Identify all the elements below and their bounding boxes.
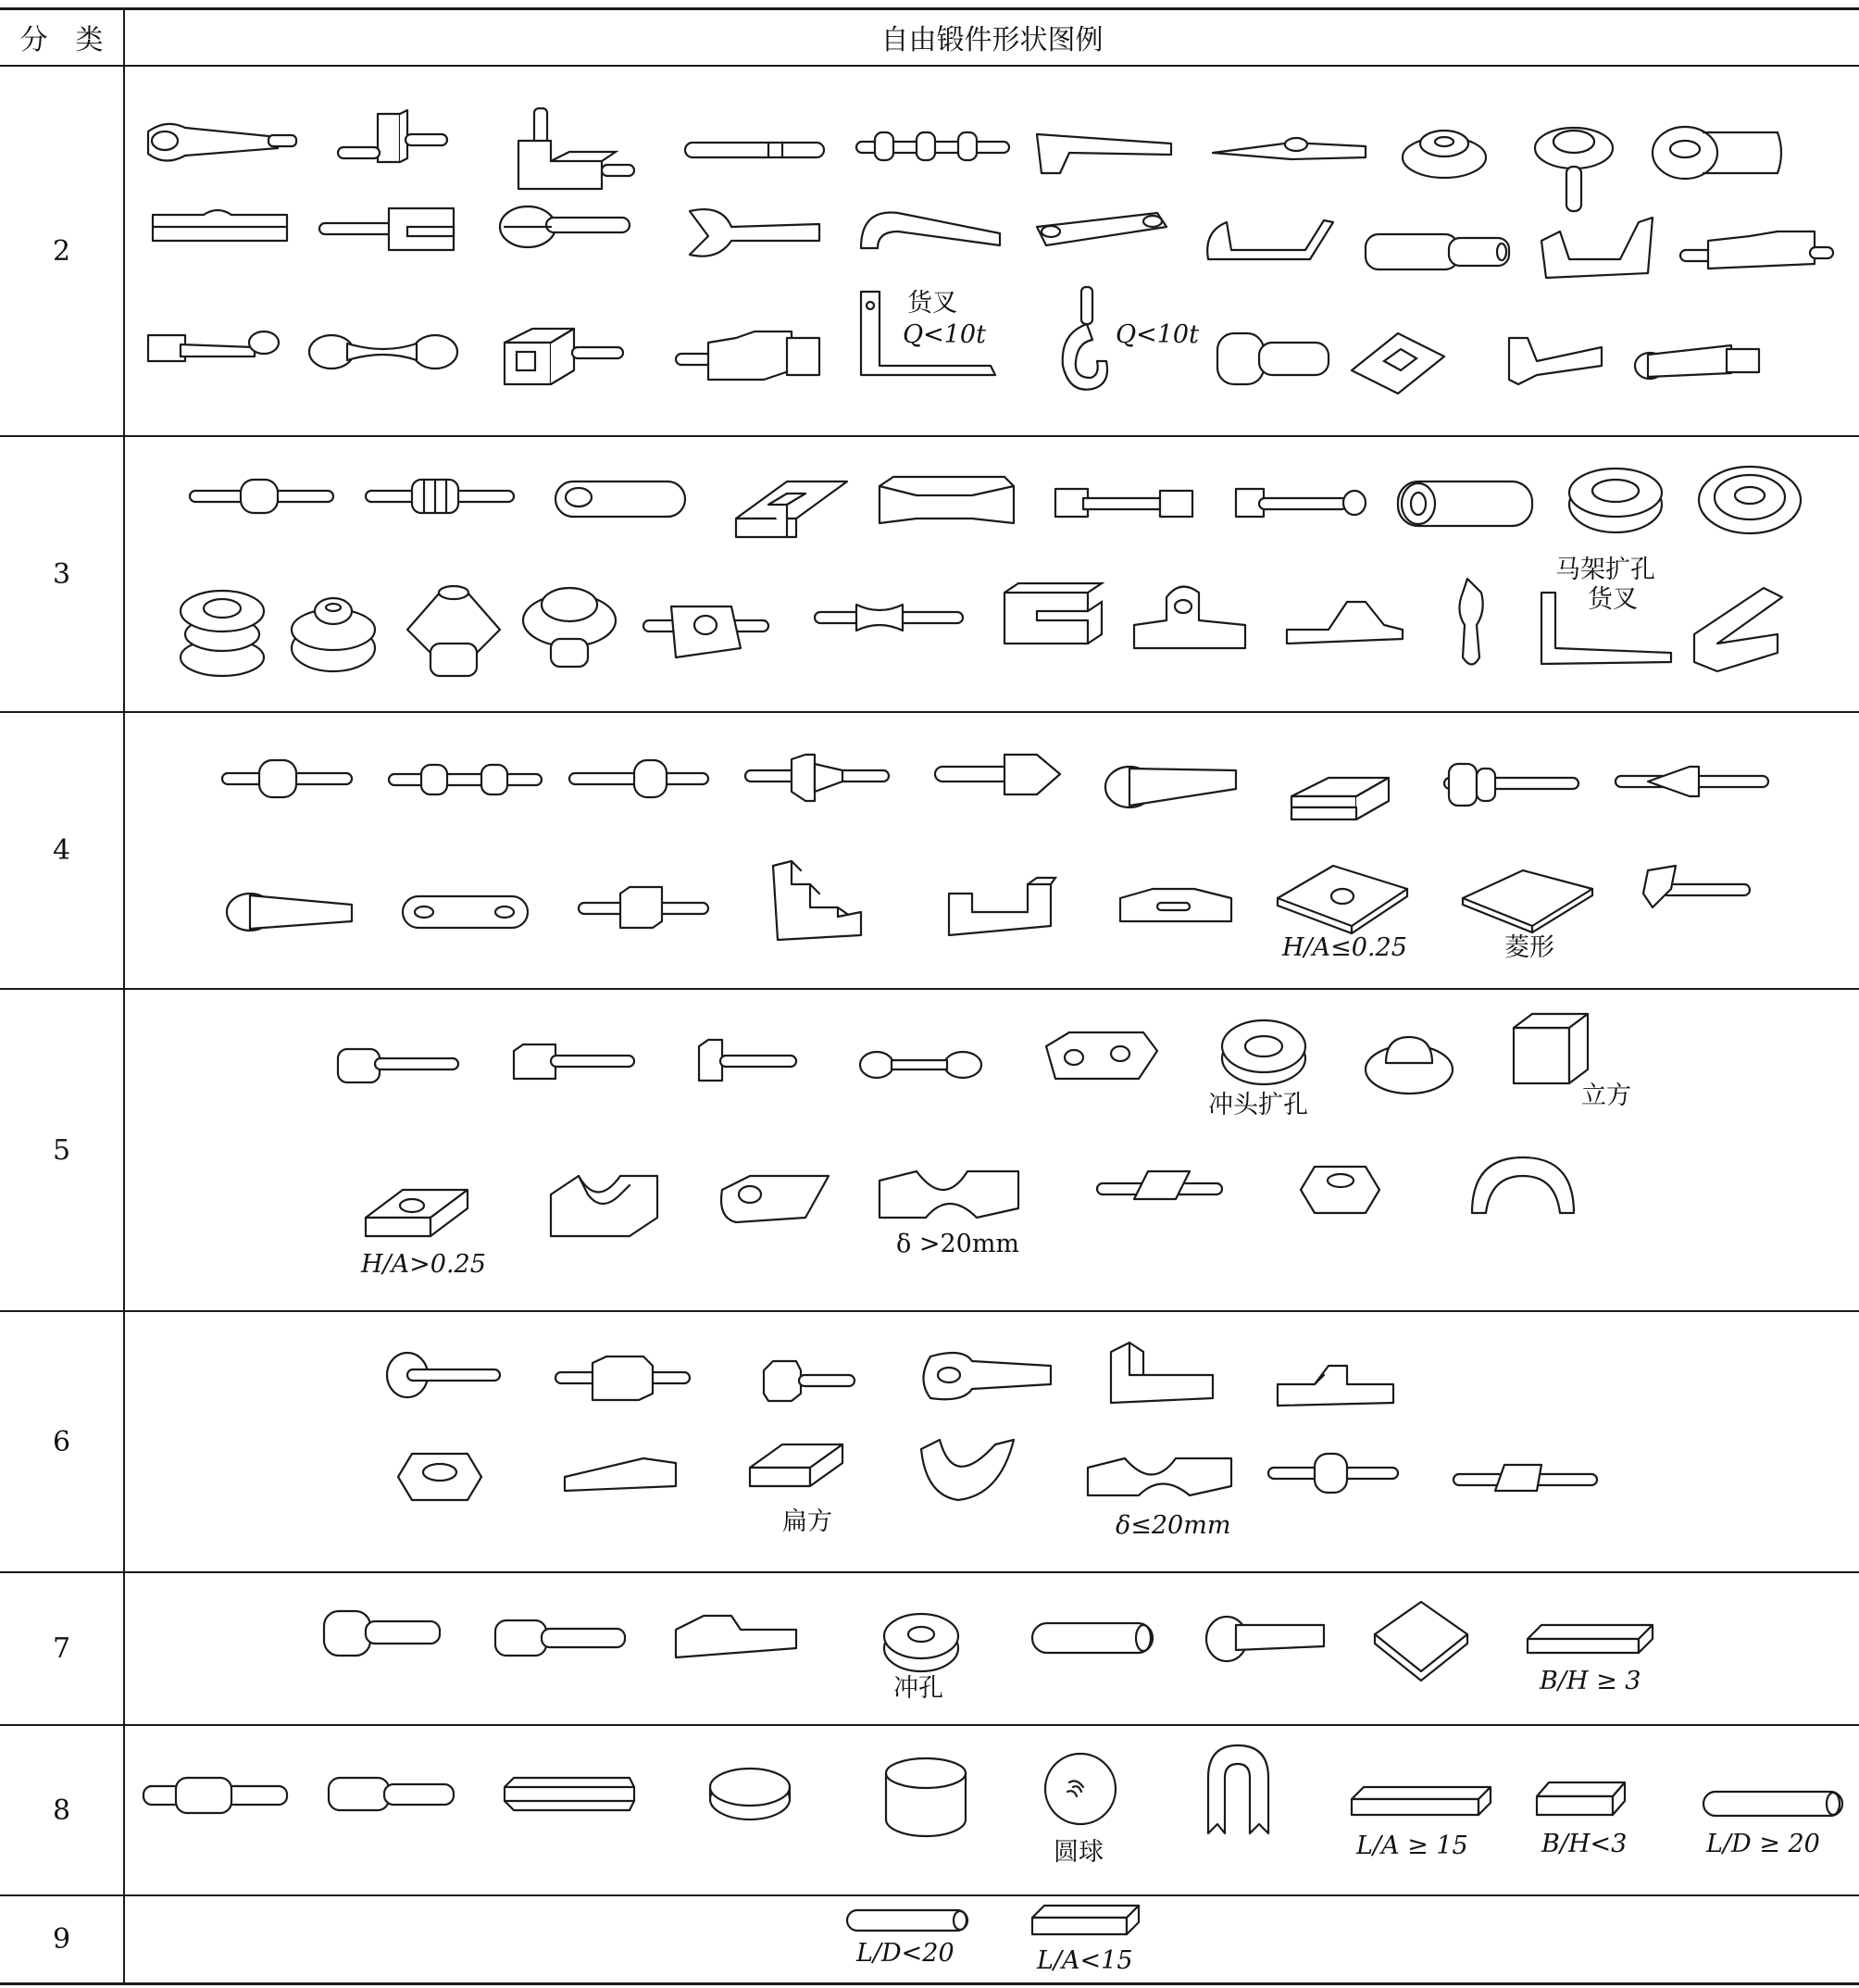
block-shaft-icon (574, 880, 713, 935)
dogbone-link-icon (306, 329, 463, 375)
double-collar-shaft-icon (384, 759, 546, 801)
cross-hub-icon (639, 593, 773, 662)
round-bar-icon (842, 1906, 972, 1938)
flat-square-caption: 扁方 (782, 1507, 832, 1536)
table-bottom-rule (0, 1982, 1859, 1985)
hex-collar-shaft-icon (551, 1352, 694, 1403)
block-end-shaft-icon (509, 1037, 639, 1088)
header-rule (0, 65, 1859, 67)
stepped-shaft-icon (565, 755, 713, 801)
shape-column-header: 自由锻件形状图例 (880, 24, 1104, 56)
hex-bar-icon (500, 1773, 639, 1815)
l-shaft-forging-icon (333, 106, 454, 176)
u-saddle-icon (1083, 1440, 1236, 1505)
thickness-caption: δ >20mm (896, 1230, 1020, 1258)
domed-disc-icon (1361, 1028, 1458, 1097)
u-channel-block-icon (944, 870, 1060, 940)
class-label: 2 (52, 234, 71, 268)
stair-block-icon (768, 856, 870, 944)
square-frame-shaft-icon (500, 319, 630, 389)
shaft-forging-icon (680, 130, 829, 171)
forked-yoke-shaft-icon (671, 324, 829, 389)
waisted-shaft-icon (810, 597, 967, 639)
bracket-forging-icon (514, 104, 639, 196)
block-shaft-icon (1449, 1454, 1602, 1505)
rhombus-plate-icon (1458, 866, 1597, 935)
punched-disc-icon (880, 1607, 963, 1676)
row-rule (0, 711, 1859, 713)
u-bracket-icon (1537, 213, 1657, 282)
arch-bend-icon (1463, 1148, 1583, 1222)
row-rule (0, 988, 1859, 990)
half-ring-saddle-icon (917, 1431, 1018, 1509)
twin-eye-link-icon (398, 889, 532, 935)
tapered-lever-icon (222, 884, 356, 940)
t-head-shaft-icon (694, 1032, 801, 1088)
spool-ring-icon (176, 579, 268, 681)
ball-end-bar-icon (1204, 1611, 1333, 1667)
fork-caption: 货叉 (1588, 585, 1638, 614)
t-block-icon (1273, 1352, 1398, 1412)
spindle-shaft-icon (1611, 761, 1773, 803)
class-label: 7 (52, 1632, 71, 1665)
row-rule (0, 1724, 1859, 1726)
fork-caption: 货叉 (907, 289, 957, 318)
collar-shaft-icon (218, 755, 356, 801)
rhombus-caption: 菱形 (1504, 933, 1554, 962)
ratio-caption: H/A≤0.25 (1282, 933, 1407, 962)
rhombus-block-icon (1370, 1597, 1472, 1685)
block-shaft-icon (1092, 1157, 1227, 1218)
spoon-lever-icon (495, 199, 634, 255)
ring-blank-icon (1217, 1014, 1310, 1088)
hex-head-bolt-icon (759, 1357, 861, 1403)
class-column-header: 分 类 (19, 24, 104, 56)
square-ring-plate-icon (1347, 329, 1449, 398)
crane-hook-icon (1055, 282, 1120, 398)
stepped-shaft-icon (324, 1773, 458, 1815)
multi-collar-shaft-icon (852, 125, 1014, 171)
flanged-boss-icon (518, 579, 620, 671)
end-collar-shaft-icon (384, 1352, 505, 1403)
eye-plate-icon (713, 1167, 833, 1236)
width-ratio-caption: B/H ≥ 3 (1540, 1667, 1641, 1695)
offset-flat-bar-icon (671, 1607, 801, 1667)
thick-ring-icon (1565, 463, 1666, 537)
sphere-icon (1042, 1750, 1120, 1829)
row-rule (0, 1310, 1859, 1312)
punch-expand-caption: 冲头扩孔 (1208, 1091, 1308, 1119)
stepped-cylinder-icon (1213, 329, 1333, 389)
stepped-shaft-icon (139, 1773, 292, 1819)
length-ratio-caption: L/A ≥ 15 (1356, 1832, 1468, 1860)
angled-lever-icon (1500, 329, 1611, 389)
stacked-plate-icon (1287, 759, 1398, 824)
flat-bar-icon (1028, 1901, 1143, 1943)
class-label: 5 (52, 1133, 71, 1167)
mushroom-disc-icon (1528, 116, 1620, 218)
lever-forging-icon (139, 111, 301, 176)
mandrel-expand-caption: 马架扩孔 (1555, 556, 1655, 584)
double-boss-bar-icon (148, 204, 292, 255)
block-round-bar-icon (1231, 481, 1370, 523)
u-saddle-icon (875, 1153, 1023, 1232)
collar-shaft-icon (185, 472, 338, 519)
table-top-rule (0, 7, 1859, 10)
angle-iron-icon (1690, 583, 1787, 676)
eye-link-icon (1648, 116, 1787, 190)
hook-spanner-icon (852, 204, 1004, 264)
round-bar-icon (1028, 1616, 1157, 1662)
class-label: 4 (52, 834, 71, 867)
end-collar-shaft-icon (333, 1042, 463, 1088)
lug-bar-icon (143, 324, 292, 370)
flanged-disc-icon (1398, 116, 1491, 185)
tapered-bar-icon (1629, 338, 1764, 384)
flat-square-icon (745, 1440, 847, 1500)
slotted-block-shaft-icon (315, 199, 463, 255)
blade-forging-icon (1208, 130, 1370, 171)
flat-bar-icon (1523, 1620, 1657, 1662)
square-plate-hole-icon (1273, 861, 1412, 935)
boss-disc-icon (287, 583, 380, 676)
length-ratio-caption: L/A<15 (1037, 1946, 1133, 1975)
thickness-caption: δ≤20mm (1116, 1511, 1231, 1540)
curved-clamp-icon (1199, 213, 1338, 269)
wedge-bar-icon (560, 1449, 680, 1505)
load-caption: Q<10t (903, 320, 986, 349)
eye-lever-icon (917, 1347, 1055, 1407)
round-billet-icon (880, 1755, 972, 1838)
class-label: 9 (52, 1923, 71, 1956)
offset-shaft-icon (1676, 227, 1838, 278)
hex-nut-icon (1296, 1153, 1384, 1227)
sphere-caption: 圆球 (1054, 1838, 1104, 1867)
double-eye-link-icon (1028, 208, 1171, 259)
link-bar-icon (551, 477, 690, 523)
punch-caption: 冲孔 (893, 1674, 943, 1703)
tube-forging-icon (1393, 477, 1537, 532)
bearing-block-icon (1129, 579, 1254, 657)
cross-block-icon (731, 468, 852, 542)
collar-shaft-icon (1264, 1449, 1403, 1500)
column-rule (123, 7, 125, 1985)
hex-nut-icon (393, 1440, 486, 1509)
grooved-shaft-icon (361, 472, 518, 519)
class-label: 3 (52, 557, 71, 591)
u-bend-bar-icon (1199, 1741, 1278, 1843)
hook-load-caption: Q<10t (1116, 320, 1199, 349)
length-diameter-caption: L/D ≥ 20 (1706, 1830, 1820, 1858)
twin-hole-plate-icon (1037, 1028, 1162, 1088)
block-end-bar-icon (1051, 481, 1199, 523)
stepped-pin-icon (491, 1616, 630, 1662)
cube-icon (1504, 1009, 1592, 1093)
stepped-bar-icon (1361, 227, 1514, 273)
ratio-caption: H/A>0.25 (361, 1250, 486, 1279)
round-disc-icon (704, 1764, 796, 1824)
wrench-forging-icon (680, 204, 829, 264)
c-block-icon (1000, 579, 1106, 653)
stepped-pin-icon (319, 1607, 444, 1662)
waisted-block-icon (875, 472, 1018, 532)
slotted-plate-icon (1116, 880, 1236, 931)
row-rule (0, 435, 1859, 437)
cone-boss-icon (403, 579, 505, 681)
width-ratio-caption: B/H<3 (1541, 1830, 1628, 1858)
knob-pin-icon (1444, 574, 1500, 676)
length-diameter-caption: L/D<20 (856, 1939, 954, 1968)
grooved-ring-icon (1694, 458, 1805, 537)
hook-bar-forging-icon (1032, 125, 1180, 181)
saddle-block-icon (546, 1167, 662, 1241)
cone-end-shaft-icon (930, 750, 1065, 801)
cube-caption: 立方 (1581, 1082, 1631, 1110)
l-key-shaft-icon (1634, 861, 1754, 917)
cone-collar-shaft-icon (741, 750, 893, 806)
class-label: 8 (52, 1794, 71, 1827)
flanged-collar-shaft-icon (1440, 759, 1583, 810)
flat-bar-icon (1347, 1782, 1495, 1824)
l-block-icon (1106, 1338, 1222, 1407)
row-rule (0, 1894, 1859, 1896)
dogbone-link-icon (856, 1042, 986, 1088)
square-plate-hole-icon (361, 1181, 477, 1245)
flat-bar-icon (1532, 1778, 1629, 1824)
class-label: 6 (52, 1425, 71, 1458)
tapered-lever-icon (1102, 759, 1241, 810)
round-bar-icon (1699, 1787, 1847, 1824)
row-rule (0, 1571, 1859, 1573)
bent-strip-icon (1282, 593, 1407, 648)
